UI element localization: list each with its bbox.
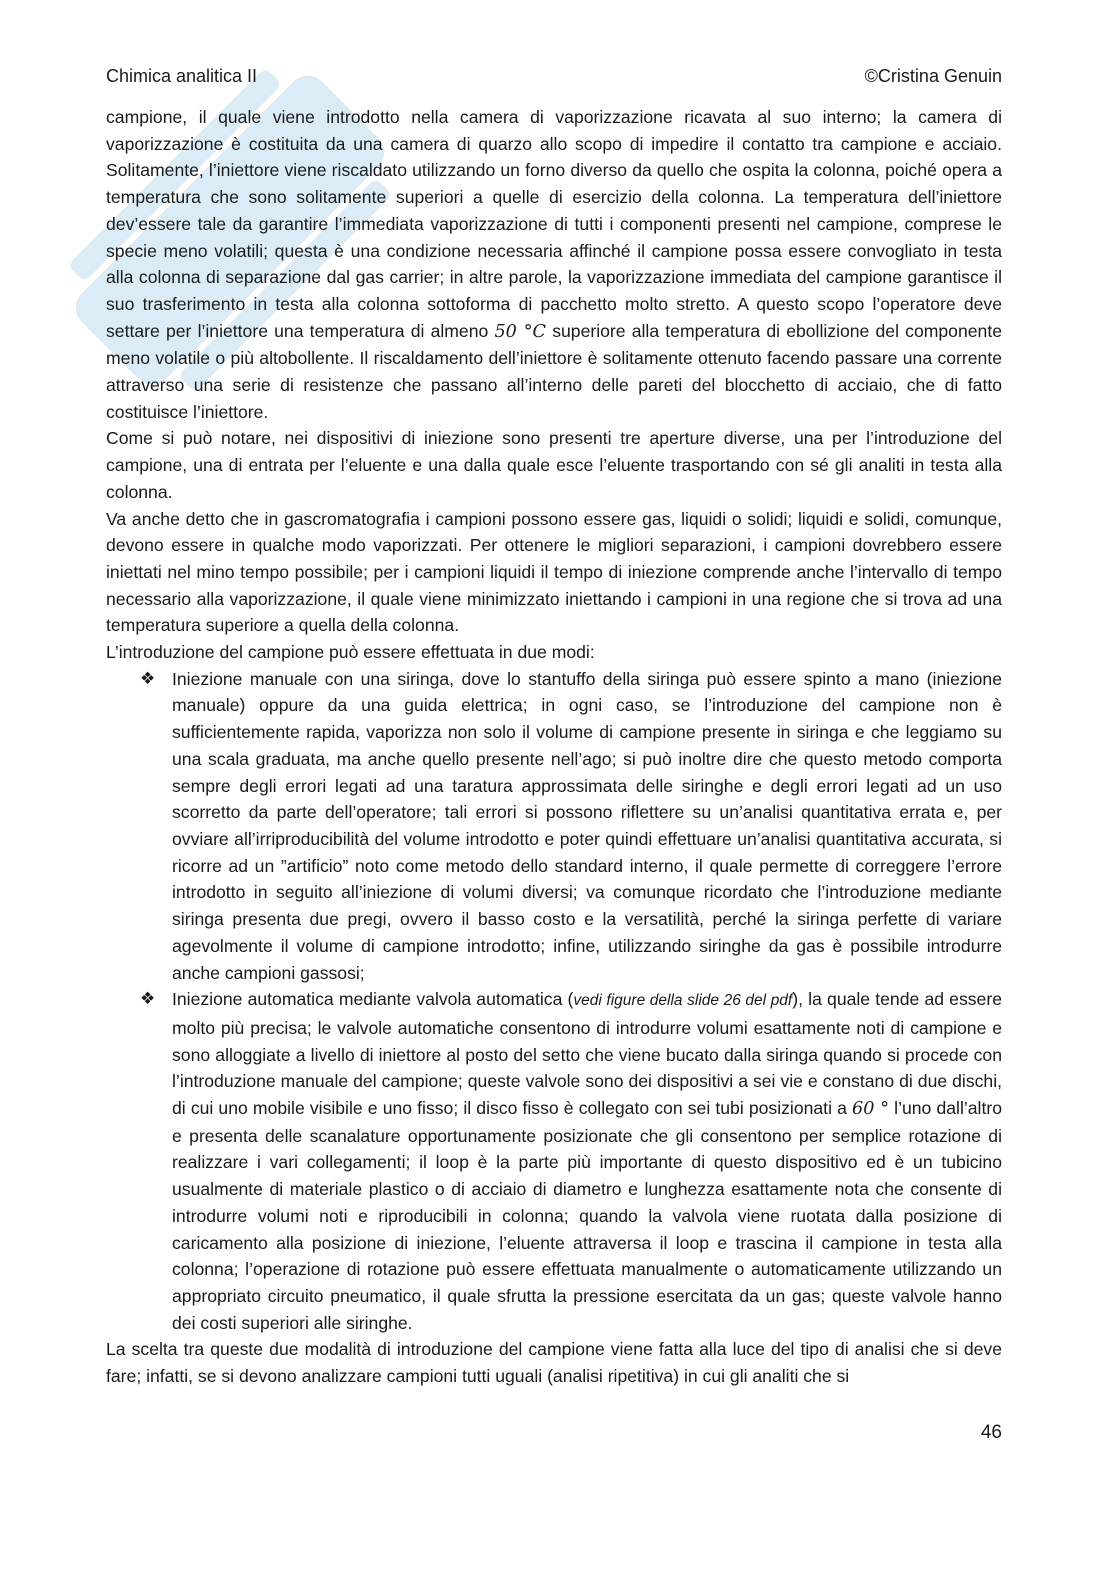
list-item-manual-injection: ❖ Iniezione manuale con una siringa, dove lo stantuffo della siringa può essere spinto a mano (iniezione manuale) oppure da una guida elettrica; in ogni caso, se l’introduzione del campione non è sufficientemente rapida, vaporizza non solo il volume di campione presente in siringa e che leggiamo su una scala graduata, ma anche quello presente nell’ago; si può inoltre dire che questo metodo comporta sempre degli errori legati ad una taratura approssimata delle siringhe e degli errori legati ad un uso scorretto da parte dell’operatore; tali errori si possono riflettere su un’analisi quantitativa errata e, per ovviare all’irriproducibilità del volume introdotto e poter quindi effettuare un’analisi quantitativa accurata, si ricorre ad un ”artificio” noto come metodo dello standard interno, il quale permette di correggere l’errore introdotto in seguito all’iniezione di volumi diversi; va comunque ricordato che l’introduzione mediante siringa presenta due pregi, ovvero il basso costo e la versatilità, perché la siringa perfette di variare agevolmente il volume di campione introdotto; infine, utilizzando siringhe da gas è possibile introdurre anche campioni gassosi;	[172, 666, 1002, 986]
course-title: Chimica analitica II	[106, 66, 258, 86]
paragraph-injector-temperature: campione, il quale viene introdotto nella camera di vaporizzazione ricavata al suo interno; la camera di vaporizzazione è costituita da una camera di quarzo allo scopo di impedire il contatto tra campione e acciaio. Solitamente, l’iniettore viene riscaldato utilizzando un forno diverso da quello che ospita la colonna, poiché opera a temperatura che sono solitamente superiori a quelle di esercizio della colonna. La temperatura dell’iniettore dev’essere tale da garantire l’immediata vaporizzazione di tutti i componenti presenti nel campione, comprese le specie meno volatili; questa è una condizione necessaria affinché il campione possa essere convogliato in testa alla colonna di separazione dal gas carrier; in altre parole, la vaporizzazione immediata del campione garantisce il suo trasferimento in testa alla colonna sottoforma di pacchetto molto stretto. A questo scopo l’operatore deve settare per l’iniettore una temperatura di almeno 50 °C superiore alla temperatura di ebollizione del componente meno volatile o più altobollente. Il riscaldamento dell’iniettore è solitamente ottenuto facendo passare una corrente attraverso una serie di resistenze che passano all’interno delle pareti del blocchetto di acciaio, che di fatto costituisce l’iniettore.	[106, 107, 1002, 422]
math-temperature: 50 °C	[494, 321, 547, 342]
math-angle: 60 °	[852, 1099, 890, 1120]
injection-methods-list	[106, 666, 1002, 1337]
list-item-automatic-injection: ❖ Iniezione automatica mediante valvola automatica (vedi figure della slide 26 del pdf), la quale tende ad essere molto più precisa; le valvole automatiche consentono di introdurre volumi esattamente noti di campione e sono alloggiate a livello di iniettore al posto del setto che viene bucato dalla siringa quando si procede con l’introduzione manuale del campione; queste valvole sono dei dispositivi a sei vie e constano di due dischi, di cui uno mobile visibile e uno fisso; il disco fisso è collegato con sei tubi posizionati a 60 ° l’uno dall’altro e presenta delle scanalature opportunamente posizionate che gli consentono per semplice rotazione di realizzare i vari collegamenti; il loop è la parte più importante di questo dispositivo ed è un tubicino usualmente di materiale plastico o di acciaio di diametro e lunghezza esattamente nota che consente di introdurre volumi noti e riproducibili in colonna; quando la valvola viene ruotata dalla posizione di caricamento alla posizione di iniezione, l’eluente attraversa il loop e trascina il campione in testa alla colonna; l’operazione di rotazione può essere effettuata manualmente o automaticamente utilizzando un appropriato circuito pneumatico, il quale sfrutta la pressione esercitata da un gas; queste valvole hanno dei costi superiori alle siringhe.	[172, 986, 1002, 1336]
paragraph-sample-states: Va anche detto che in gascromatografia i campioni possono essere gas, liquidi o solidi; liquidi e solidi, comunque, devono essere in qualche modo vaporizzati. Per ottenere le migliori separazioni, i campioni dovrebbero essere iniettati nel mino tempo possibile; per i campioni liquidi il tempo di iniezione comprende anche l’intervallo di tempo necessario alla vaporizzazione, il quale viene minimizzato iniettando i campioni in una regione che si trova ad una temperatura superiore a quella della colonna.	[106, 508, 1002, 636]
slide-reference: vedi figure della slide 26 del pdf	[573, 992, 793, 1010]
page-number: 46	[980, 1422, 1002, 1443]
diamond-bullet-icon: ❖	[140, 668, 156, 688]
page-header	[106, 66, 1002, 87]
author-credit: ©Cristina Genuin	[864, 66, 1002, 86]
diamond-bullet-icon: ❖	[140, 989, 156, 1009]
document-body	[106, 104, 1002, 1390]
paragraph-injector-openings: Come si può notare, nei dispositivi di iniezione sono presenti tre aperture diverse, una per l’introduzione del campione, una di entrata per l’eluente e una dalla quale esce l’eluente trasportando con sé gli analiti in testa alla colonna.	[106, 428, 1002, 502]
paragraph-introduction-modes: L’introduzione del campione può essere effettuata in due modi:	[106, 642, 595, 663]
paragraph-method-choice: La scelta tra queste due modalità di introduzione del campione viene fatta alla luce del tipo di analisi che si deve fare; infatti, se si devono analizzare campioni tutti uguali (analisi ripetitiva) in cui gli analiti che si	[106, 1339, 1002, 1387]
